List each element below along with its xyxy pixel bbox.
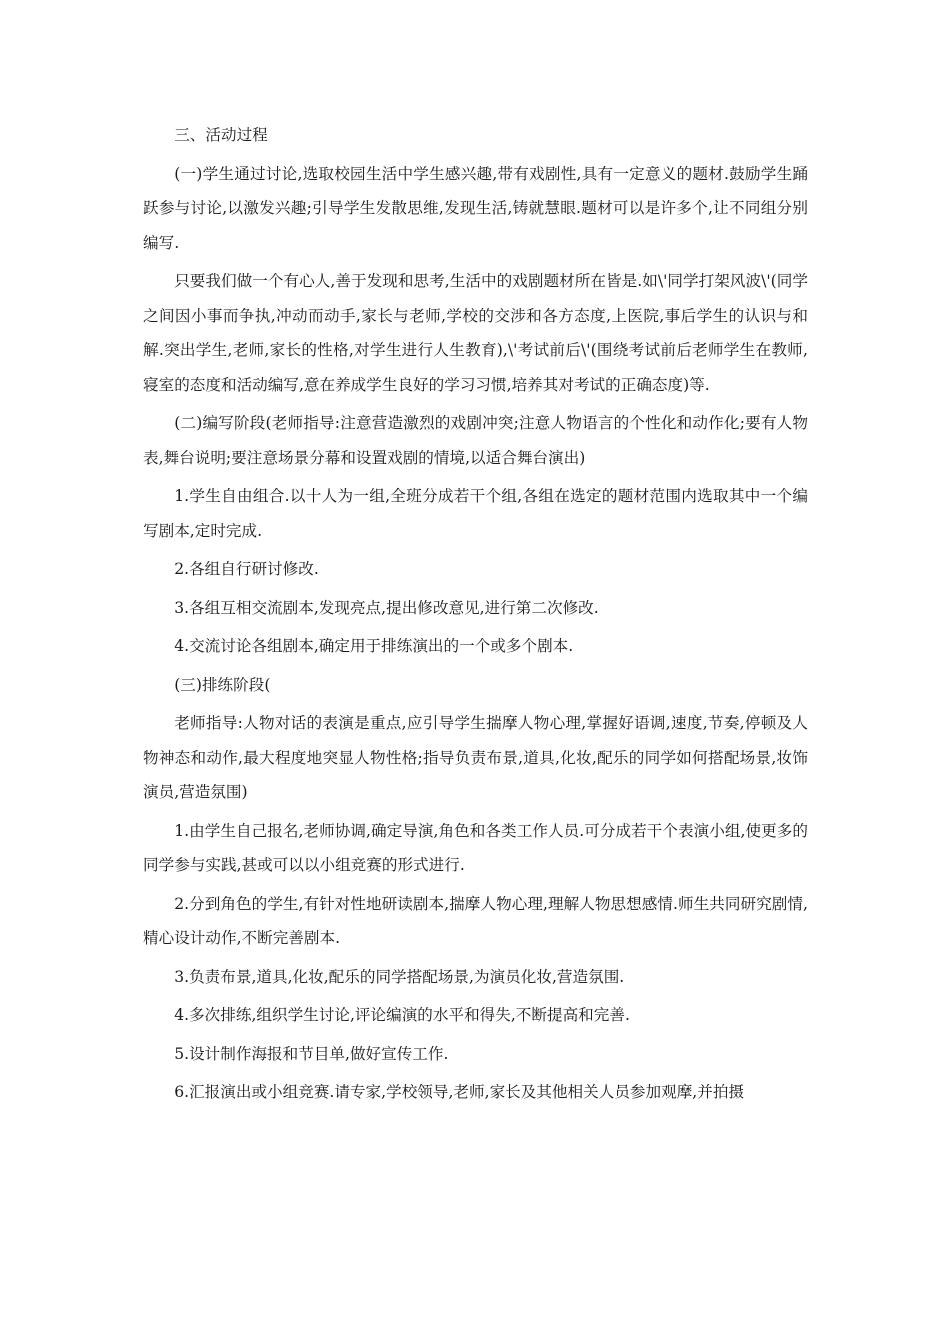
list-item-rehearsal-4: 4.多次排练,组织学生讨论,评论编演的水平和得失,不断提高和完善.: [174, 1006, 630, 1024]
list-item-rehearsal-1: 1.由学生自己报名,老师协调,确定导演,角色和各类工作人员.可分成若干个表演小组,使更多的同学参与实践,甚或可以以小组竞赛的形式进行.: [143, 821, 808, 874]
list-item-rehearsal-2: 2.分到角色的学生,有针对性地研读剧本,揣摩人物心理,理解人物思想感情.师生共同研究剧情,精心设计动作,不断完善剧本.: [143, 894, 808, 947]
paragraph-rehearsal-stage: (三)排练阶段(: [174, 675, 271, 694]
list-item-writing-1: 1.学生自由组合.以十人为一组,全班分成若干个组,各组在选定的题材范围内选取其中一个编写剧本,定时完成.: [143, 487, 808, 540]
paragraph-writing-stage: (二)编写阶段(老师指导:注意营造激烈的戏剧冲突;注意人物语言的个性化和动作化;要有人物表,舞台说明;要注意场景分幕和设置戏剧的情境,以适合舞台演出): [143, 414, 808, 467]
list-item-writing-3: 3.各组互相交流剧本,发现亮点,提出修改意见,进行第二次修改.: [174, 598, 599, 617]
list-item-writing-4: 4.交流讨论各组剧本,确定用于排练演出的一个或多个剧本.: [174, 637, 574, 655]
document-body: [143, 118, 808, 1114]
paragraph-topic-selection: (一)学生通过讨论,选取校园生活中学生感兴趣,带有戏剧性,具有一定意义的题材.鼓励学生踊跃参与讨论,以激发兴趣;引导学生发散思维,发现生活,铸就慧眼.题材可以是许多个,让不同组分别编写.: [143, 164, 808, 252]
list-item-rehearsal-3: 3.负责布景,道具,化妆,配乐的同学搭配场景,为演员化妆,营造氛围.: [174, 967, 625, 986]
paragraph-topic-examples: 只要我们做一个有心人,善于发现和思考,生活中的戏剧题材所在皆是.如\'同学打架风波\'(同学之间因小事而争执,冲动而动手,家长与老师,学校的交涉和各方态度,上医院,事后学生的认识与和解.突出学生,老师,家长的性格,对学生进行人生教育),\'考试前后\'(围绕考试前后老师学生在教师,寝室的态度和活动编写,意在养成学生良好的学习习惯,培养其对考试的正确态度)等.: [143, 272, 808, 394]
paragraph-rehearsal-guidance: 老师指导:人物对话的表演是重点,应引导学生揣摩人物心理,掌握好语调,速度,节奏,停顿及人物神态和动作,最大程度地突显人物性格;指导负责布景,道具,化妆,配乐的同学如何搭配场景,妆饰演员,营造氛围): [143, 714, 808, 801]
list-item-writing-2: 2.各组自行研讨修改.: [174, 560, 319, 578]
list-item-rehearsal-6: 6.汇报演出或小组竞赛.请专家,学校领导,老师,家长及其他相关人员参加观摩,并拍摄: [174, 1083, 745, 1101]
list-item-rehearsal-5: 5.设计制作海报和节目单,做好宣传工作.: [174, 1044, 449, 1063]
section-heading: 三、活动过程: [174, 126, 268, 144]
